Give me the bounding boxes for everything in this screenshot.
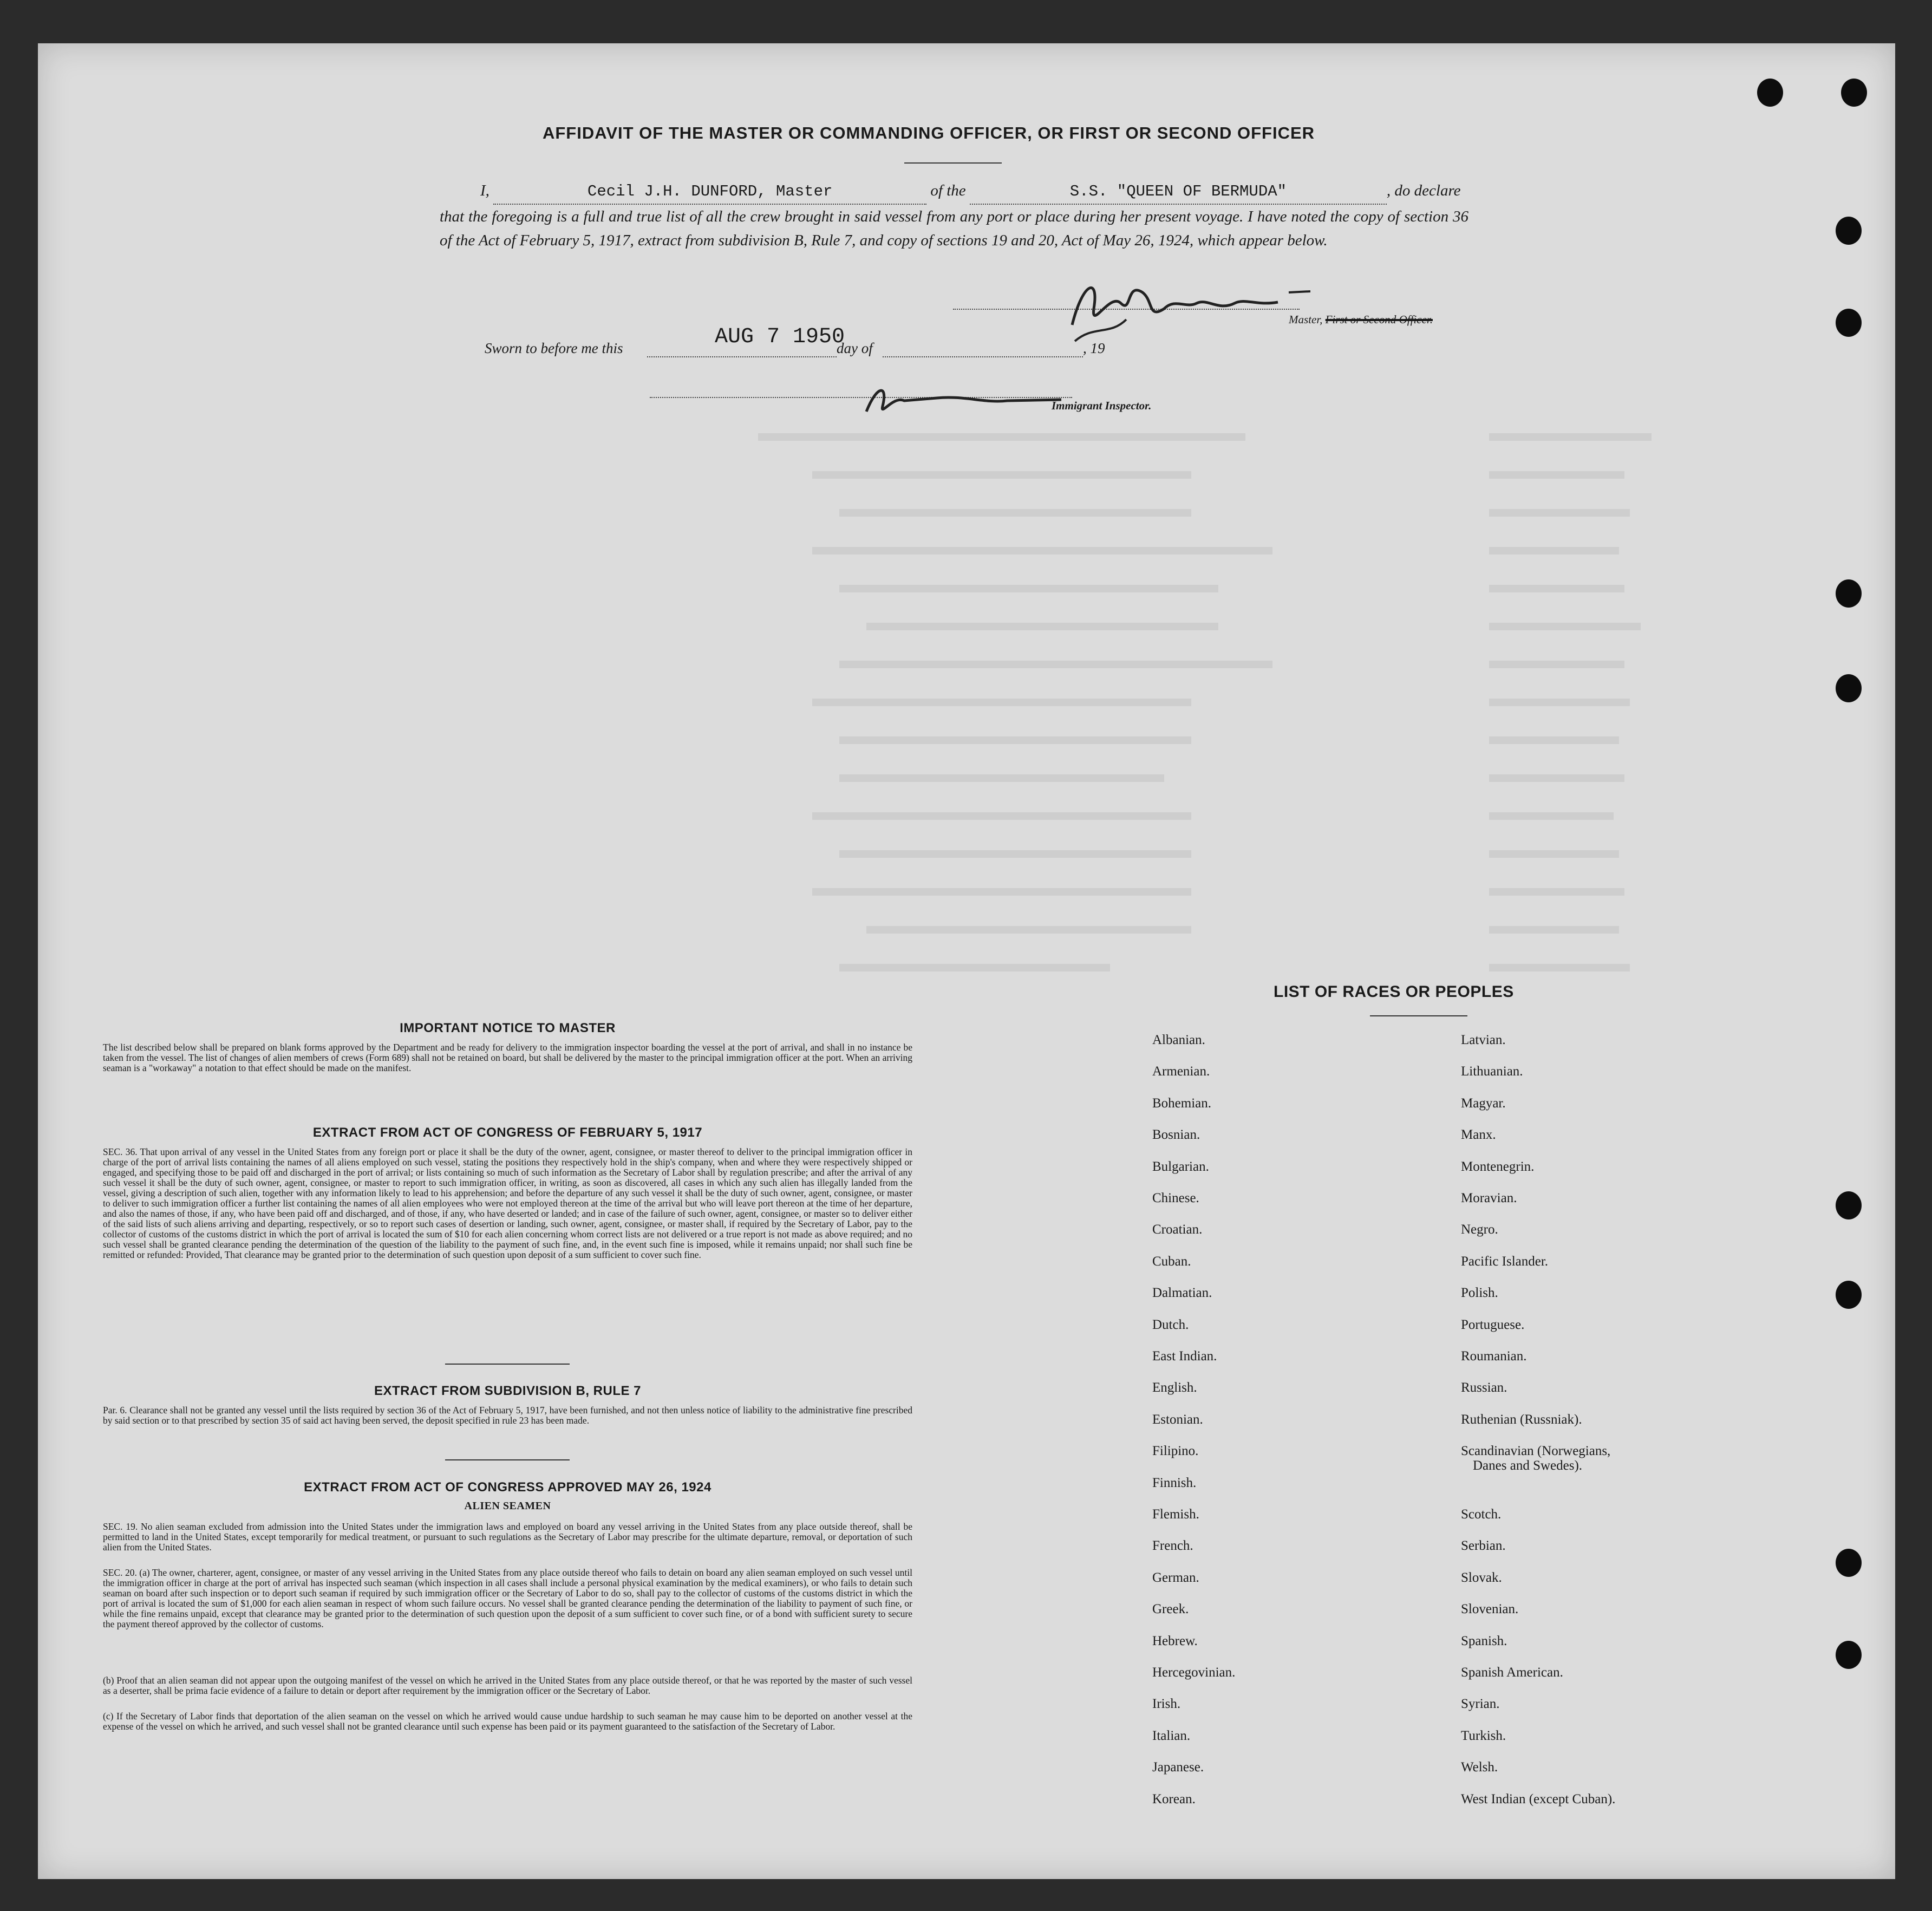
race-item: Estonian. [1152,1412,1203,1427]
declaration-text: that the foregoing is a full and true list of all the crew brought in said vessel from any port or place during her present voyage. I have noted the copy of section 36 of the Act of February 5, 1917, extract from subdivision B, Rule 7, and copy of sections 19 and 20, Act of May 26, 1924, which appear below. [440,208,1468,249]
race-item: Greek. [1152,1602,1189,1617]
race-item: Korean. [1152,1791,1196,1806]
race-item: Turkish. [1461,1728,1506,1743]
race-item: German. [1152,1570,1199,1585]
race-item: Slovak. [1461,1570,1502,1585]
section-20c-text: (c) If the Secretary of Labor finds that deportation of the alien seaman on the vessel on which he arrived would cause undue hardship to such seaman he may cause him to be deported on another vessel at the expense of the vessel on which he arrived, and such vessel shall not be granted clearance until such expense has been paid or its payment guaranteed to the satisfaction of the Secretary of Labor. [103,1711,912,1732]
declaration [440,179,1468,252]
binder-hole [1836,1641,1862,1669]
year-label: , 19 [1083,340,1105,356]
race-item: Spanish American. [1461,1665,1563,1680]
inspector-caption: Immigrant Inspector. [1052,399,1152,412]
race-item: Montenegrin. [1461,1159,1535,1174]
struck-officer-caption: First or Second Officer. [1325,313,1433,326]
day-of-label: day of [837,340,873,356]
race-item: Japanese. [1152,1760,1204,1775]
notice-title: IMPORTANT NOTICE TO MASTER [400,1021,616,1035]
extract-1917-text: SEC. 36. That upon arrival of any vessel in the United States from any foreign port or place it shall be the duty of the owner, agent, consignee, or master thereof to deliver to the principal immigration officer in charge of the port of arrival lists containing the names of all aliens employed on such vessel, stating the positions they respectively hold in the ship's company, when and where they were respectively shipped or engaged, and specifying those to be paid off and discharged in the port of arrival; or lists containing so much of such information as the Secretary of Labor shall by regulation prescribe; and after the arrival of any such vessel it shall be the duty of such owner, agent, consignee, or master to report to such immigration officer, in writing, as soon as discovered, all cases in which any such alien has illegally landed from the vessel, giving a description of such alien, together with any information likely to lead to his apprehension; and before the departure of any such vessel it shall be the duty of such owner, agent, consignee, or master to deliver to such immigration officer a further list containing the names of all alien employees who were not employed thereon at the time of the arrival but who will leave port thereon at the time of her departure, and also the names of those, if any, who have been paid off and discharged, and of those, if any, who have deserted or landed; and in case of the failure of such owner, agent, consignee, or master so to deliver either of the said lists of such aliens arriving and departing, respectively, or so to report such cases of desertion or landing, such owner, agent, consignee, or master shall, if required by the Secretary of Labor, pay to the collector of customs of the customs district in which the port of arrival is located the sum of $10 for each alien concerning whom correct lists are not delivered or a true report is not made as above required; and no such vessel shall be granted clearance pending the determination of the question of the liability to the payment of such fine, and, in the event such fine is imposed, while it remains unpaid; nor shall such fine be remitted or refunded: Provided, That clearance may be granted prior to the determination of such question upon deposit of a sum sufficient to cover such fine. [103,1146,912,1260]
race-item: Chinese. [1152,1191,1199,1205]
inspector-signature [856,374,1072,422]
race-item: Moravian. [1461,1191,1517,1205]
race-item: Hebrew. [1152,1633,1198,1648]
binder-hole [1836,217,1862,245]
race-item: Russian. [1461,1380,1507,1395]
sworn-date-line [647,356,837,357]
race-item: Syrian. [1461,1697,1500,1712]
sworn-label: Sworn to before me this [485,340,623,356]
race-item: Dalmatian. [1152,1286,1212,1301]
race-item: Bulgarian. [1152,1159,1209,1174]
declaration-i: I, [480,182,489,199]
notice-text: The list described below shall be prepared on blank forms approved by the Department and be ready for delivery to the immigration inspector boarding the vessel at the port of arrival, and shall in no instance be taken from the vessel. The list of changes of alien members of crews (Form 689) shall not be retained on board, but shall be delivered by the master to the principal immigration officer at the port. When an arriving seaman is a "workaway" a notation to that effect should be made on the manifest. [103,1042,912,1073]
affidavit-title: AFFIDAVIT OF THE MASTER OR COMMANDING OFFICER, OR FIRST OR SECOND OFFICER [542,123,1315,142]
race-item: Finnish. [1152,1475,1197,1490]
race-item: Irish. [1152,1697,1181,1712]
binder-hole [1757,79,1783,107]
race-item: Albanian. [1152,1033,1205,1047]
race-item: Portuguese. [1461,1317,1525,1332]
race-item: Manx. [1461,1127,1496,1143]
race-item: Armenian. [1152,1064,1210,1079]
title-divider [904,162,1002,164]
do-declare-label: , do declare [1386,182,1461,199]
race-item: Italian. [1152,1728,1191,1743]
race-item: Pacific Islander. [1461,1254,1549,1269]
binder-hole [1836,309,1862,337]
binder-hole [1836,1191,1862,1219]
race-item: Roumanian. [1461,1349,1527,1364]
race-item: Ruthenian (Russniak). [1461,1412,1582,1427]
master-caption: Master, First or Second Officer. [1289,313,1433,326]
races-divider [1370,1015,1467,1016]
of-the-label: of the [930,182,966,199]
race-item: Bohemian. [1152,1095,1212,1111]
race-item: Bosnian. [1152,1127,1200,1143]
section-19-text: SEC. 19. No alien seaman excluded from admission into the United States under the immigration laws and employed on board any vessel arriving in the United States from any place outside thereof, shall be permitted to land in the United States, except temporarily for medical treatment, or pursuant to such regulations as the Secretary of Labor may prescribe for the ultimate departure, removal, or deportation of such alien from the United States. [103,1521,912,1553]
race-item: Hercegovinian. [1152,1665,1236,1680]
race-item: Croatian. [1152,1222,1203,1237]
extract-1924-title: EXTRACT FROM ACT OF CONGRESS APPROVED MAY 26, 1924 [304,1480,712,1495]
day-of-line [883,356,1083,357]
race-item: English. [1152,1380,1197,1395]
rule-7-text: Par. 6. Clearance shall not be granted any vessel until the lists required by section 36 of the Act of February 5, 1917, have been furnished, and not then unless notice of liability to the administrative fine prescribed by said section or to that prescribed by section 35 of said act having been served, the deposit specified in rule 23 has been made. [103,1405,912,1426]
extract-1917-title: EXTRACT FROM ACT OF CONGRESS OF FEBRUARY 5, 1917 [312,1125,703,1140]
race-item: Danes and Swedes). [1473,1458,1583,1473]
race-item: Lithuanian. [1461,1064,1523,1079]
race-item: East Indian. [1152,1349,1217,1364]
binder-hole [1836,674,1862,702]
race-item: Spanish. [1461,1633,1507,1648]
binder-hole [1836,1281,1862,1309]
race-item: French. [1152,1538,1193,1554]
race-item: West Indian (except Cuban). [1461,1791,1616,1806]
race-item: Scotch. [1461,1507,1502,1522]
race-item: Polish. [1461,1286,1498,1301]
race-item: Dutch. [1152,1317,1189,1332]
race-item: Latvian. [1461,1033,1506,1047]
section-20b-text: (b) Proof that an alien seaman did not appear upon the outgoing manifest of the vessel on which he arrived in the United States from any place outside thereof, or that he was reported by the master of such vessel as a deserter, shall be prima facie evidence of a failure to detain or deport after requirement by the immigration officer or the Secretary of Labor. [103,1675,912,1696]
master-name-field[interactable]: Cecil J.H. DUNFORD, Master [493,180,926,205]
races-title: LIST OF RACES OR PEOPLES [1274,983,1514,1001]
sworn-date-stamp: AUG 7 1950 [715,325,845,349]
race-item: Scandinavian (Norwegians, [1461,1444,1611,1459]
race-item: Filipino. [1152,1444,1199,1459]
race-item: Serbian. [1461,1538,1506,1554]
binder-hole [1836,579,1862,608]
rule-7-title: EXTRACT FROM SUBDIVISION B, RULE 7 [374,1384,642,1398]
race-item: Flemish. [1152,1507,1199,1522]
vessel-name-field[interactable]: S.S. "QUEEN OF BERMUDA" [970,180,1387,205]
race-item: Magyar. [1461,1095,1506,1111]
section-divider [445,1364,570,1365]
alien-seamen-subtitle: ALIEN SEAMEN [464,1500,551,1512]
race-item: Welsh. [1461,1760,1498,1775]
race-item: Cuban. [1152,1254,1191,1269]
section-divider [445,1459,570,1460]
binder-hole [1841,79,1867,107]
binder-hole [1836,1549,1862,1577]
race-item: Negro. [1461,1222,1498,1237]
section-20a-text: SEC. 20. (a) The owner, charterer, agent, consignee, or master of any vessel arriving in the United States from any place outside thereof who fails to detain on board any alien seaman employed on such vessel until the immigration officer in charge at the port of arrival has inspected such seaman (which inspection in all cases shall include a personal physical examination by the medical examiners), or who fails to detain such seaman on board after such inspection or to deport such seaman if required by such immigration officer or the Secretary of Labor to do so, shall pay to the collector of customs of the customs district in which the port of arrival is located the sum of $1,000 for each alien seaman in respect of whom such failure occurs. No vessel shall be granted clearance pending the determination of the liability to payment of such fine, or while the fine remains unpaid, except that clearance may be granted prior to the determination of such question upon the deposit of a sum sufficient to cover such fine, or of a bond with sufficient surety to secure the payment thereof approved by the collector of customs. [103,1567,912,1629]
race-item: Slovenian. [1461,1602,1519,1617]
